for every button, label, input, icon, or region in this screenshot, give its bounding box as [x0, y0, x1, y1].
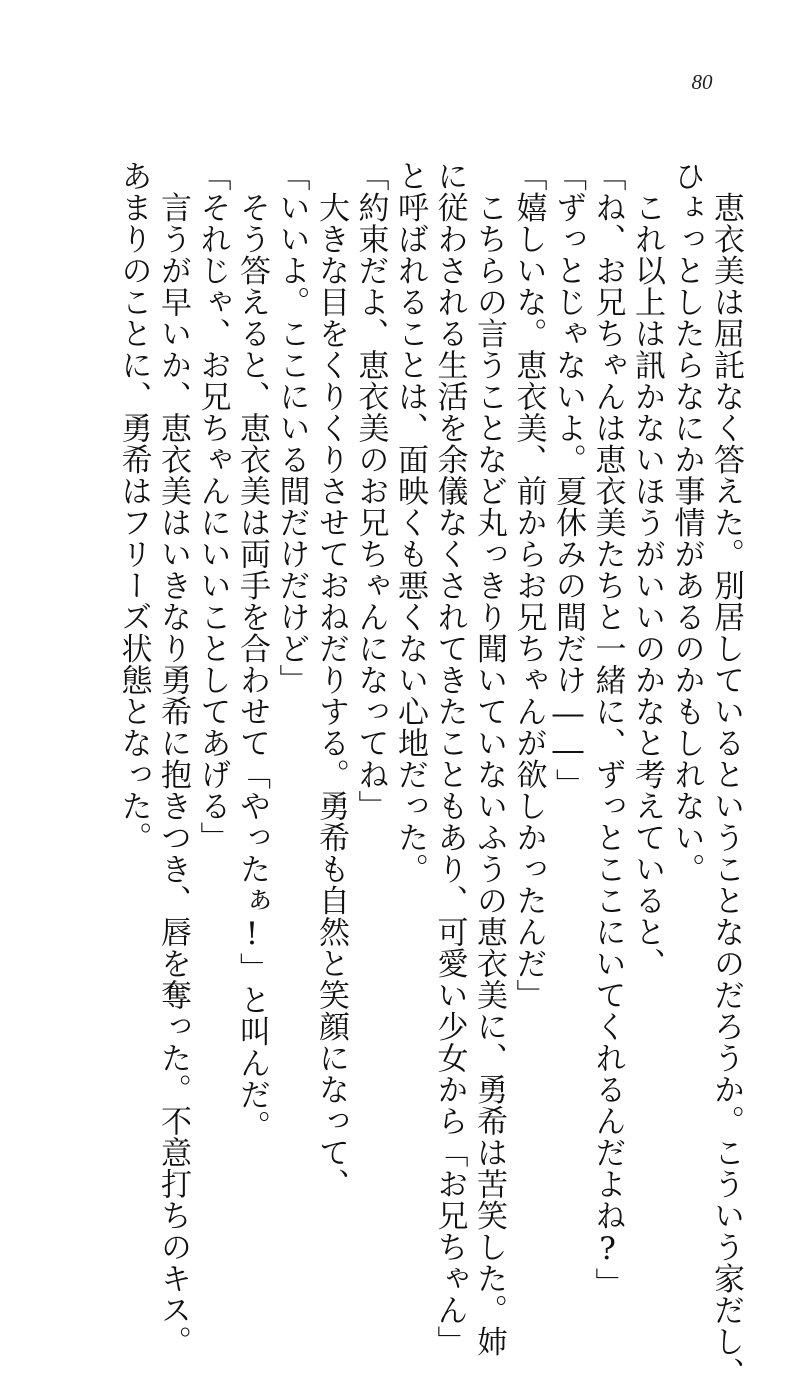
text-line: ひょっとしたらなにか事情があるのかもしれない。 — [668, 160, 705, 885]
text-line: 「いいよ。ここにいる間だけだけど」 — [273, 160, 310, 696]
text-line: こちらの言うことなど丸っきり聞いていないふうの恵衣美に、勇希は苦笑した。姉 — [471, 160, 507, 1357]
text-line: 「それじゃ、お兄ちゃんにいいことしてあげる」 — [194, 160, 231, 853]
text-line: 大きな目をくりくりさせておねだりする。勇希も自然と笑顔になって、 — [313, 160, 349, 1200]
text-line: 恵衣美は屈託なく答えた。別居しているということなのだろうか。こういう家だし、 — [708, 160, 744, 1389]
text-line: に従わされる生活を余儀なくされてきたこともあり、可愛い少女から「お兄ちゃん」 — [431, 160, 468, 1357]
text-line: 「ね、お兄ちゃんは恵衣美たちと一緒に、ずっとここにいてくれるんだよね?」 — [589, 160, 626, 1299]
text-line: これ以上は訊かないほうがいいのかなと考えていると、 — [629, 160, 665, 979]
text-line: 「約束だよ、恵衣美のお兄ちゃんになってね」 — [352, 160, 389, 822]
text-line: あまりのことに、勇希はフリーズ状態となった。 — [115, 160, 152, 853]
vertical-text-body — [113, 160, 745, 1389]
text-line: 「ずっとじゃないよ。夏休みの間だけ――」 — [550, 160, 586, 800]
page-number: 80 — [691, 70, 713, 94]
text-line: 言うが早いか、恵衣美はいきなり勇希に抱きつき、唇を奪った。不意打ちのキス。 — [155, 160, 191, 1357]
text-line: そう答えると、恵衣美は両手を合わせて「やったぁ!」と叫んだ。 — [234, 160, 270, 1142]
text-line: と呼ばれることは、面映くも悪くない心地だった。 — [392, 160, 428, 885]
text-line: 「嬉しいな。恵衣美、前からお兄ちゃんが欲しかったんだ」 — [510, 160, 547, 1011]
